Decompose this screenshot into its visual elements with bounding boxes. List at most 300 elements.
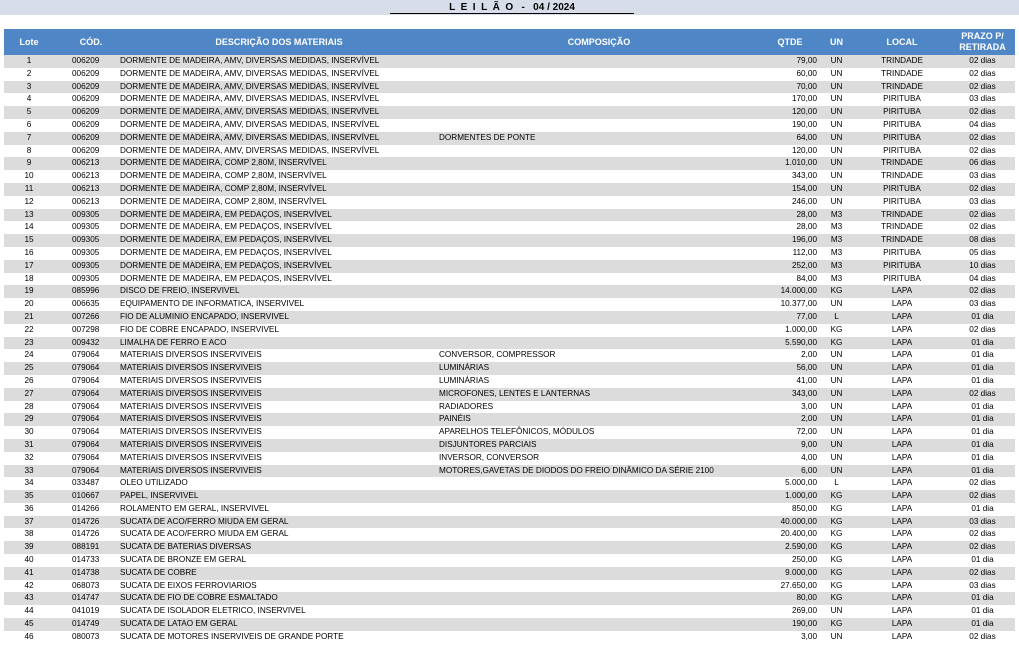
table-row xyxy=(4,580,1015,593)
cell-local: LAPA xyxy=(891,503,913,513)
cell-descricao: SUCATA DE EIXOS FERROVIARIOS xyxy=(120,580,257,590)
cell-lote: 33 xyxy=(24,465,34,475)
cell-qtde: 343,00 xyxy=(791,388,817,398)
cell-descricao: DORMENTE DE MADEIRA, EM PEDAÇOS, INSERVÍVEL xyxy=(120,222,332,232)
cell-cod: 068073 xyxy=(72,580,100,590)
cell-cod: 079064 xyxy=(72,439,100,449)
table-row xyxy=(4,298,1015,311)
cell-prazo: 01 dia xyxy=(971,619,994,629)
cell-lote: 44 xyxy=(24,606,34,616)
table-row xyxy=(4,196,1015,209)
cell-un: L xyxy=(834,311,839,321)
cell-un: UN xyxy=(830,363,843,373)
cell-composicao: DISJUNTORES PARCIAIS xyxy=(439,439,537,449)
cell-lote: 19 xyxy=(24,286,34,296)
cell-un: M3 xyxy=(830,222,843,232)
cell-qtde: 14.000,00 xyxy=(780,286,817,296)
cell-cod: 006209 xyxy=(72,81,100,91)
cell-qtde: 28,00 xyxy=(796,222,817,232)
cell-un: UN xyxy=(830,158,843,168)
cell-descricao: DORMENTE DE MADEIRA, AMV, DIVERSAS MEDIDAS, INSERVÍVEL xyxy=(120,145,380,155)
cell-local: TRINDADE xyxy=(881,222,923,232)
cell-descricao: FIO DE COBRE ENCAPADO, INSERVIVEL xyxy=(120,324,279,334)
cell-local: PIRITUBA xyxy=(883,196,921,206)
table-row xyxy=(4,362,1015,375)
cell-local: PIRITUBA xyxy=(883,273,921,283)
table-row xyxy=(4,477,1015,490)
cell-qtde: 84,00 xyxy=(796,273,817,283)
cell-local: LAPA xyxy=(891,299,913,309)
cell-local: LAPA xyxy=(891,593,913,603)
cell-lote: 43 xyxy=(24,593,34,603)
cell-un: KG xyxy=(830,580,843,590)
header-prazo xyxy=(950,29,1015,55)
cell-cod: 010667 xyxy=(72,491,100,501)
cell-prazo: 08 dias xyxy=(969,235,996,245)
cell-lote: 6 xyxy=(26,119,32,129)
cell-descricao: MATERIAIS DIVERSOS INSERVIVEIS xyxy=(120,427,262,437)
cell-cod: 088191 xyxy=(72,542,100,552)
cell-cod: 006213 xyxy=(72,171,100,181)
cell-prazo: 01 dia xyxy=(971,606,994,616)
cell-un: KG xyxy=(830,324,843,334)
cell-un: KG xyxy=(830,503,843,513)
cell-prazo: 02 dias xyxy=(969,81,996,91)
cell-composicao: MOTORES,GAVETAS DE DIODOS DO FREIO DINÂMICO DA SÉRIE 2100 xyxy=(439,465,714,475)
cell-cod: 009305 xyxy=(72,273,100,283)
cell-composicao: MICROFONES, LENTES E LANTERNAS xyxy=(439,388,591,398)
cell-cod: 014747 xyxy=(72,593,100,603)
cell-descricao: MATERIAIS DIVERSOS INSERVIVEIS xyxy=(120,363,262,373)
cell-lote: 25 xyxy=(24,363,34,373)
cell-lote: 45 xyxy=(24,619,34,629)
cell-qtde: 170,00 xyxy=(791,94,817,104)
table-row xyxy=(4,401,1015,414)
cell-lote: 8 xyxy=(26,145,32,155)
cell-cod: 007266 xyxy=(72,311,100,321)
cell-lote: 22 xyxy=(24,324,34,334)
cell-un: UN xyxy=(830,375,843,385)
cell-composicao: INVERSOR, CONVERSOR xyxy=(439,452,540,462)
cell-cod: 079064 xyxy=(72,363,100,373)
cell-local: PIRITUBA xyxy=(883,94,921,104)
cell-local: PIRITUBA xyxy=(883,260,921,270)
cell-prazo: 02 dias xyxy=(969,56,996,65)
cell-local: TRINDADE xyxy=(881,235,923,245)
cell-descricao: DORMENTE DE MADEIRA, AMV, DIVERSAS MEDIDAS, INSERVÍVEL xyxy=(120,68,380,78)
cell-cod: 006209 xyxy=(72,132,100,142)
cell-prazo: 02 dias xyxy=(969,491,996,501)
cell-descricao: SUCATA DE ACO/FERRO MIUDA EM GERAL xyxy=(120,529,289,539)
cell-qtde: 246,00 xyxy=(791,196,817,206)
cell-local: LAPA xyxy=(891,414,913,424)
table-row xyxy=(4,528,1015,541)
table-row xyxy=(4,221,1015,234)
cell-descricao: SUCATA DE FIO DE COBRE ESMALTADO xyxy=(120,593,278,603)
cell-qtde: 252,00 xyxy=(791,260,817,270)
cell-lote: 14 xyxy=(24,222,34,232)
cell-lote: 38 xyxy=(24,529,34,539)
cell-qtde: 112,00 xyxy=(792,247,817,257)
cell-prazo: 04 dias xyxy=(969,119,996,129)
cell-cod: 085996 xyxy=(72,286,100,296)
cell-cod: 079064 xyxy=(72,401,100,411)
cell-un: KG xyxy=(830,286,843,296)
cell-lote: 4 xyxy=(26,94,32,104)
table-row xyxy=(4,170,1015,183)
cell-prazo: 01 dia xyxy=(971,452,994,462)
cell-qtde: 3,00 xyxy=(801,401,817,411)
cell-descricao: DORMENTE DE MADEIRA, AMV, DIVERSAS MEDIDAS, INSERVÍVEL xyxy=(120,56,380,65)
cell-un: UN xyxy=(830,465,843,475)
cell-prazo: 02 dias xyxy=(969,542,996,552)
table-row xyxy=(4,516,1015,529)
cell-prazo: 01 dia xyxy=(971,414,994,424)
cell-local: LAPA xyxy=(891,311,913,321)
header-prazo-line2: RETIRADA xyxy=(959,42,1006,52)
cell-un: KG xyxy=(830,555,843,565)
header-local: LOCAL xyxy=(886,36,918,47)
table-row xyxy=(4,465,1015,478)
table-row xyxy=(4,592,1015,605)
table-body xyxy=(4,55,1015,644)
header-descricao: DESCRIÇÃO DOS MATERIAIS xyxy=(215,36,343,47)
cell-qtde: 1.010,00 xyxy=(785,158,817,168)
cell-un: UN xyxy=(830,631,843,641)
cell-qtde: 190,00 xyxy=(791,619,817,629)
cell-prazo: 03 dias xyxy=(969,94,996,104)
cell-descricao: DORMENTE DE MADEIRA, AMV, DIVERSAS MEDIDAS, INSERVÍVEL xyxy=(120,94,380,104)
table-row xyxy=(4,106,1015,119)
cell-un: M3 xyxy=(830,260,843,270)
cell-qtde: 10.377,00 xyxy=(780,299,817,309)
cell-lote: 7 xyxy=(26,132,32,142)
cell-lote: 27 xyxy=(24,388,34,398)
cell-un: UN xyxy=(830,452,843,462)
cell-un: UN xyxy=(830,119,843,129)
cell-composicao: LUMINÁRIAS xyxy=(439,363,490,373)
cell-prazo: 05 dias xyxy=(969,247,996,257)
cell-lote: 28 xyxy=(24,401,34,411)
cell-descricao: DORMENTE DE MADEIRA, AMV, DIVERSAS MEDIDAS, INSERVÍVEL xyxy=(120,81,380,91)
table-row xyxy=(4,119,1015,132)
table-row xyxy=(4,311,1015,324)
cell-local: LAPA xyxy=(891,465,913,475)
cell-prazo: 01 dia xyxy=(971,311,994,321)
cell-un: UN xyxy=(830,439,843,449)
cell-qtde: 3,00 xyxy=(801,631,817,641)
cell-local: LAPA xyxy=(891,555,913,565)
cell-qtde: 20.400,00 xyxy=(780,529,817,539)
table-row xyxy=(4,618,1015,631)
cell-lote: 5 xyxy=(26,107,32,117)
cell-local: LAPA xyxy=(891,619,913,629)
table-row xyxy=(4,439,1015,452)
cell-un: UN xyxy=(830,94,843,104)
cell-lote: 20 xyxy=(24,299,34,309)
cell-prazo: 03 dias xyxy=(969,171,996,181)
cell-lote: 37 xyxy=(24,516,34,526)
cell-prazo: 01 dia xyxy=(971,350,994,360)
cell-descricao: OLEO UTILIZADO xyxy=(120,478,188,488)
cell-qtde: 60,00 xyxy=(796,68,817,78)
cell-prazo: 02 dias xyxy=(969,388,996,398)
cell-local: LAPA xyxy=(891,606,913,616)
header-lote: Lote xyxy=(19,36,39,47)
cell-cod: 014738 xyxy=(72,567,100,577)
cell-local: TRINDADE xyxy=(881,56,923,65)
cell-prazo: 03 dias xyxy=(969,196,996,206)
header-prazo-line1: PRAZO P/ xyxy=(961,31,1004,41)
cell-descricao: SUCATA DE ISOLADOR ELETRICO, INSERVIVEL xyxy=(120,606,306,616)
cell-lote: 9 xyxy=(26,158,32,168)
cell-un: M3 xyxy=(830,235,843,245)
cell-cod: 079064 xyxy=(72,388,100,398)
cell-lote: 1 xyxy=(26,56,32,65)
cell-prazo: 02 dias xyxy=(969,183,996,193)
cell-un: KG xyxy=(830,529,843,539)
cell-lote: 42 xyxy=(24,580,34,590)
cell-lote: 21 xyxy=(24,311,34,321)
cell-cod: 079064 xyxy=(72,465,100,475)
cell-descricao: SUCATA DE COBRE xyxy=(120,567,197,577)
table-row xyxy=(4,157,1015,170)
cell-local: LAPA xyxy=(891,542,913,552)
cell-un: UN xyxy=(830,196,843,206)
cell-qtde: 41,00 xyxy=(796,375,817,385)
table-row xyxy=(4,452,1015,465)
cell-local: PIRITUBA xyxy=(883,132,921,142)
cell-prazo: 06 dias xyxy=(969,158,996,168)
cell-cod: 080073 xyxy=(72,631,100,641)
cell-prazo: 02 dias xyxy=(969,529,996,539)
cell-cod: 079064 xyxy=(72,452,100,462)
document-title: L E I L Ã O - 04 / 2024 xyxy=(390,0,634,14)
table-row xyxy=(4,490,1015,503)
cell-local: LAPA xyxy=(891,631,913,641)
table-row xyxy=(4,81,1015,94)
cell-descricao: DORMENTE DE MADEIRA, COMP 2,80M, INSERVÍVEL xyxy=(120,183,327,193)
cell-un: L xyxy=(834,478,839,488)
cell-descricao: LIMALHA DE FERRO E ACO xyxy=(120,337,227,347)
cell-cod: 006209 xyxy=(72,119,100,129)
table-row xyxy=(4,337,1015,350)
cell-lote: 16 xyxy=(24,247,34,257)
cell-prazo: 02 dias xyxy=(969,478,996,488)
cell-prazo: 01 dia xyxy=(971,337,994,347)
cell-lote: 40 xyxy=(24,555,34,565)
cell-qtde: 2,00 xyxy=(801,350,817,360)
cell-prazo: 02 dias xyxy=(969,324,996,334)
cell-cod: 079064 xyxy=(72,414,100,424)
cell-descricao: DISCO DE FREIO, INSERVIVEL xyxy=(120,286,240,296)
cell-descricao: SUCATA DE MOTORES INSERVIVEIS DE GRANDE PORTE xyxy=(120,631,344,641)
cell-cod: 006213 xyxy=(72,196,100,206)
cell-prazo: 01 dia xyxy=(971,401,994,411)
cell-lote: 17 xyxy=(24,260,34,270)
cell-prazo: 01 dia xyxy=(971,593,994,603)
header-un: UN xyxy=(830,36,843,47)
cell-descricao: FIO DE ALUMINIO ENCAPADO, INSERVIVEL xyxy=(120,311,289,321)
cell-qtde: 56,00 xyxy=(796,363,817,373)
cell-cod: 009305 xyxy=(72,247,100,257)
cell-descricao: EQUIPAMENTO DE INFORMATICA, INSERVIVEL xyxy=(120,299,305,309)
table-row xyxy=(4,234,1015,247)
cell-composicao: CONVERSOR, COMPRESSOR xyxy=(439,350,556,360)
cell-lote: 35 xyxy=(24,491,34,501)
cell-cod: 006209 xyxy=(72,94,100,104)
cell-cod: 014749 xyxy=(72,619,100,629)
table-row xyxy=(4,388,1015,401)
cell-local: LAPA xyxy=(891,388,913,398)
cell-qtde: 1.000,00 xyxy=(785,491,817,501)
cell-descricao: DORMENTE DE MADEIRA, EM PEDAÇOS, INSERVÍVEL xyxy=(120,247,332,257)
cell-qtde: 80,00 xyxy=(796,593,817,603)
cell-prazo: 03 dias xyxy=(969,580,996,590)
cell-un: KG xyxy=(830,337,843,347)
cell-prazo: 02 dias xyxy=(969,107,996,117)
cell-local: LAPA xyxy=(891,478,913,488)
cell-descricao: DORMENTE DE MADEIRA, EM PEDAÇOS, INSERVÍVEL xyxy=(120,260,332,270)
table-header xyxy=(4,29,1015,55)
cell-lote: 10 xyxy=(24,171,34,181)
cell-lote: 15 xyxy=(24,235,34,245)
header-qtde: QTDE xyxy=(777,36,803,47)
cell-un: UN xyxy=(830,56,843,65)
cell-qtde: 79,00 xyxy=(796,56,817,65)
cell-lote: 2 xyxy=(26,68,32,78)
table-row xyxy=(4,247,1015,260)
table-row xyxy=(4,605,1015,618)
cell-cod: 014726 xyxy=(72,516,100,526)
cell-descricao: DORMENTE DE MADEIRA, EM PEDAÇOS, INSERVÍVEL xyxy=(120,273,332,283)
cell-un: UN xyxy=(830,183,843,193)
cell-local: LAPA xyxy=(891,567,913,577)
cell-local: LAPA xyxy=(891,491,913,501)
cell-prazo: 01 dia xyxy=(971,503,994,513)
table-row xyxy=(4,541,1015,554)
cell-lote: 41 xyxy=(24,567,34,577)
cell-prazo: 04 dias xyxy=(969,273,996,283)
cell-un: UN xyxy=(830,427,843,437)
cell-descricao: DORMENTE DE MADEIRA, COMP 2,80M, INSERVÍVEL xyxy=(120,196,327,206)
cell-qtde: 72,00 xyxy=(796,427,817,437)
cell-prazo: 10 dias xyxy=(969,260,996,270)
cell-cod: 079064 xyxy=(72,427,100,437)
cell-descricao: SUCATA DE BATERIAS DIVERSAS xyxy=(120,542,252,552)
table-row xyxy=(4,55,1015,68)
cell-qtde: 4,00 xyxy=(801,452,817,462)
cell-descricao: SUCATA DE BRONZE EM GERAL xyxy=(120,555,247,565)
cell-un: KG xyxy=(830,516,843,526)
cell-un: UN xyxy=(830,388,843,398)
cell-local: TRINDADE xyxy=(881,81,923,91)
cell-prazo: 02 dias xyxy=(969,222,996,232)
cell-lote: 29 xyxy=(24,414,34,424)
cell-un: UN xyxy=(830,299,843,309)
cell-un: UN xyxy=(830,107,843,117)
cell-composicao: APARELHOS TELEFÔNICOS, MÓDULOS xyxy=(439,427,595,437)
cell-local: LAPA xyxy=(891,516,913,526)
table-row xyxy=(4,349,1015,362)
cell-composicao: LUMINÁRIAS xyxy=(439,375,490,385)
cell-local: LAPA xyxy=(891,363,913,373)
cell-cod: 009305 xyxy=(72,222,100,232)
cell-local: LAPA xyxy=(891,427,913,437)
cell-descricao: DORMENTE DE MADEIRA, COMP 2,80M, INSERVÍVEL xyxy=(120,158,327,168)
cell-local: TRINDADE xyxy=(881,171,923,181)
table-row xyxy=(4,413,1015,426)
cell-lote: 23 xyxy=(24,337,34,347)
cell-composicao: DORMENTES DE PONTE xyxy=(439,132,536,142)
cell-qtde: 269,00 xyxy=(791,606,817,616)
cell-prazo: 01 dia xyxy=(971,375,994,385)
cell-cod: 014733 xyxy=(72,555,100,565)
cell-prazo: 02 dias xyxy=(969,145,996,155)
cell-un: UN xyxy=(830,132,843,142)
table-row xyxy=(4,503,1015,516)
cell-descricao: DORMENTE DE MADEIRA, EM PEDAÇOS, INSERVÍVEL xyxy=(120,209,332,219)
cell-un: KG xyxy=(830,491,843,501)
cell-local: TRINDADE xyxy=(881,158,923,168)
cell-cod: 007298 xyxy=(72,324,100,334)
cell-un: M3 xyxy=(830,247,843,257)
table-row xyxy=(4,567,1015,580)
cell-prazo: 02 dias xyxy=(969,132,996,142)
cell-lote: 34 xyxy=(24,478,34,488)
cell-qtde: 77,00 xyxy=(796,311,817,321)
header-cod: CÓD. xyxy=(79,36,103,47)
cell-descricao: MATERIAIS DIVERSOS INSERVIVEIS xyxy=(120,439,262,449)
cell-local: LAPA xyxy=(891,337,913,347)
table-row xyxy=(4,93,1015,106)
cell-qtde: 850,00 xyxy=(791,503,817,513)
cell-cod: 006213 xyxy=(72,158,100,168)
table-row xyxy=(4,132,1015,145)
cell-qtde: 5.590,00 xyxy=(785,337,817,347)
cell-descricao: ROLAMENTO EM GERAL, INSERVIVEL xyxy=(120,503,269,513)
cell-prazo: 02 dias xyxy=(969,286,996,296)
table-row xyxy=(4,260,1015,273)
cell-un: M3 xyxy=(830,273,843,283)
cell-descricao: DORMENTE DE MADEIRA, AMV, DIVERSAS MEDIDAS, INSERVÍVEL xyxy=(120,119,380,129)
cell-qtde: 27.650,00 xyxy=(780,580,817,590)
cell-prazo: 02 dias xyxy=(969,631,996,641)
cell-local: PIRITUBA xyxy=(883,247,921,257)
cell-local: LAPA xyxy=(891,375,913,385)
table-row xyxy=(4,324,1015,337)
cell-un: UN xyxy=(830,145,843,155)
cell-local: TRINDADE xyxy=(881,68,923,78)
cell-local: TRINDADE xyxy=(881,209,923,219)
cell-prazo: 02 dias xyxy=(969,209,996,219)
cell-qtde: 40.000,00 xyxy=(780,516,817,526)
cell-qtde: 2,00 xyxy=(801,414,817,424)
cell-qtde: 120,00 xyxy=(791,107,817,117)
table-row xyxy=(4,183,1015,196)
table-row xyxy=(4,145,1015,158)
cell-lote: 11 xyxy=(24,183,34,193)
cell-lote: 36 xyxy=(24,503,34,513)
table-row xyxy=(4,285,1015,298)
cell-cod: 006209 xyxy=(72,145,100,155)
cell-qtde: 250,00 xyxy=(791,555,817,565)
cell-prazo: 03 dias xyxy=(969,516,996,526)
cell-qtde: 120,00 xyxy=(791,145,817,155)
cell-cod: 006209 xyxy=(72,68,100,78)
cell-lote: 39 xyxy=(24,542,34,552)
cell-un: KG xyxy=(830,542,843,552)
